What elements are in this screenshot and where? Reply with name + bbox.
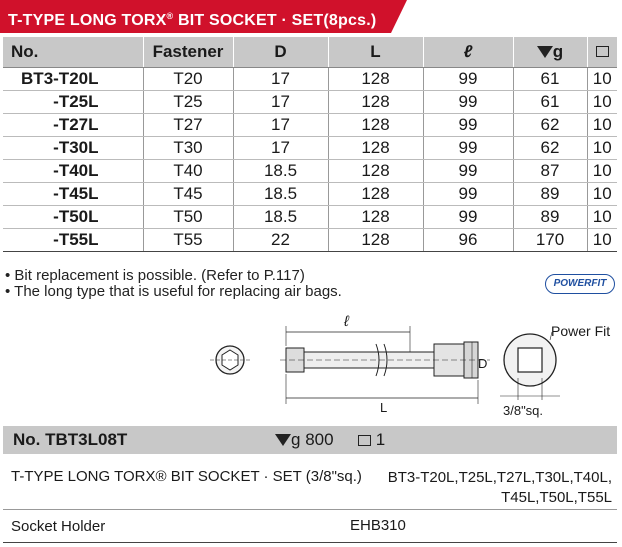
note-item: • Bit replacement is possible. (Refer to P.117) — [5, 268, 342, 284]
weight-icon — [537, 46, 553, 58]
cell-l: 128 — [328, 182, 423, 205]
set-header — [3, 426, 617, 454]
cell-l: 128 — [328, 67, 423, 90]
cell-fastener: T45 — [143, 182, 233, 205]
cell-weight: 170 — [513, 228, 587, 251]
cell-ell: 99 — [423, 205, 513, 228]
cell-no: -T40L — [3, 159, 143, 182]
weight-icon — [275, 434, 291, 446]
cell-d: 18.5 — [233, 205, 328, 228]
cell-qty: 10 — [587, 159, 617, 182]
cell-l: 128 — [328, 90, 423, 113]
dim-d-label: D — [478, 356, 488, 371]
cell-weight: 62 — [513, 136, 587, 159]
set-qty: 1 — [358, 426, 385, 454]
holder-row — [3, 510, 617, 543]
table-row — [3, 159, 617, 182]
box-icon — [596, 46, 609, 57]
cell-qty: 10 — [587, 136, 617, 159]
cell-l: 128 — [328, 136, 423, 159]
dim-sq-label: 3/8"sq. — [503, 403, 544, 418]
cell-d: 22 — [233, 228, 328, 251]
header-fastener: Fastener — [143, 37, 233, 67]
cell-no: -T50L — [3, 205, 143, 228]
cell-qty: 10 — [587, 205, 617, 228]
header-l: L — [328, 37, 423, 67]
set-contents: BT3-T20L,T25L,T27L,T30L,T40L, T45L,T50L,T55L — [387, 469, 612, 506]
cell-d: 17 — [233, 67, 328, 90]
cell-fastener: T55 — [143, 228, 233, 251]
cell-weight: 61 — [513, 67, 587, 90]
cell-weight: 89 — [513, 205, 587, 228]
cell-no: -T45L — [3, 182, 143, 205]
cell-d: 17 — [233, 113, 328, 136]
set-weight: g 800 — [275, 426, 334, 454]
header-no: No. — [3, 37, 143, 67]
cell-weight: 87 — [513, 159, 587, 182]
header-box — [587, 37, 617, 67]
dim-l-label: L — [380, 400, 388, 415]
cell-ell: 99 — [423, 90, 513, 113]
cell-weight: 62 — [513, 113, 587, 136]
holder-label: Socket Holder — [11, 518, 106, 535]
cell-no: -T30L — [3, 136, 143, 159]
cell-qty: 10 — [587, 228, 617, 251]
cell-weight: 89 — [513, 182, 587, 205]
cell-l: 128 — [328, 228, 423, 251]
cell-ell: 99 — [423, 136, 513, 159]
cell-d: 17 — [233, 136, 328, 159]
cell-no: -T27L — [3, 113, 143, 136]
set-name: T-TYPE LONG TORX® BIT SOCKET · SET (3/8"sq.) — [11, 468, 362, 485]
table-row — [3, 67, 617, 90]
header-ell: ℓ — [423, 37, 513, 67]
cell-no: BT3-T20L — [3, 67, 143, 90]
power-fit-label: Power Fit — [551, 323, 611, 339]
box-icon — [358, 435, 371, 446]
table-header-row — [3, 37, 617, 67]
page-title: T-TYPE LONG TORX® BIT SOCKET · SET(8pcs.) — [0, 0, 391, 33]
table-row — [3, 136, 617, 159]
note-item: • The long type that is useful for replacing air bags. — [5, 284, 342, 300]
cell-d: 18.5 — [233, 182, 328, 205]
cell-ell: 99 — [423, 113, 513, 136]
notes — [5, 268, 342, 300]
cell-ell: 99 — [423, 182, 513, 205]
cell-d: 18.5 — [233, 159, 328, 182]
cell-ell: 96 — [423, 228, 513, 251]
cell-fastener: T40 — [143, 159, 233, 182]
header-weight: g — [513, 37, 587, 67]
cell-no: -T25L — [3, 90, 143, 113]
cell-no: -T55L — [3, 228, 143, 251]
table-row — [3, 182, 617, 205]
holder-value: EHB310 — [350, 517, 406, 534]
cell-qty: 10 — [587, 182, 617, 205]
cell-fastener: T27 — [143, 113, 233, 136]
table-row — [3, 90, 617, 113]
cell-weight: 61 — [513, 90, 587, 113]
cell-fastener: T50 — [143, 205, 233, 228]
cell-ell: 99 — [423, 67, 513, 90]
header-d: D — [233, 37, 328, 67]
table-row — [3, 113, 617, 136]
cell-fastener: T30 — [143, 136, 233, 159]
cell-l: 128 — [328, 159, 423, 182]
cell-l: 128 — [328, 205, 423, 228]
set-name-row — [3, 462, 617, 510]
cell-d: 17 — [233, 90, 328, 113]
dim-ell-label: ℓ — [344, 313, 349, 330]
cell-l: 128 — [328, 113, 423, 136]
cell-ell: 99 — [423, 159, 513, 182]
powerfit-logo: POWERFIT — [545, 274, 615, 294]
cell-qty: 10 — [587, 90, 617, 113]
cell-qty: 10 — [587, 67, 617, 90]
cell-qty: 10 — [587, 113, 617, 136]
spec-table — [3, 37, 617, 252]
cell-fastener: T20 — [143, 67, 233, 90]
cell-fastener: T25 — [143, 90, 233, 113]
table-row — [3, 205, 617, 228]
table-row — [3, 228, 617, 251]
set-no: No. TBT3L08T — [13, 430, 128, 449]
